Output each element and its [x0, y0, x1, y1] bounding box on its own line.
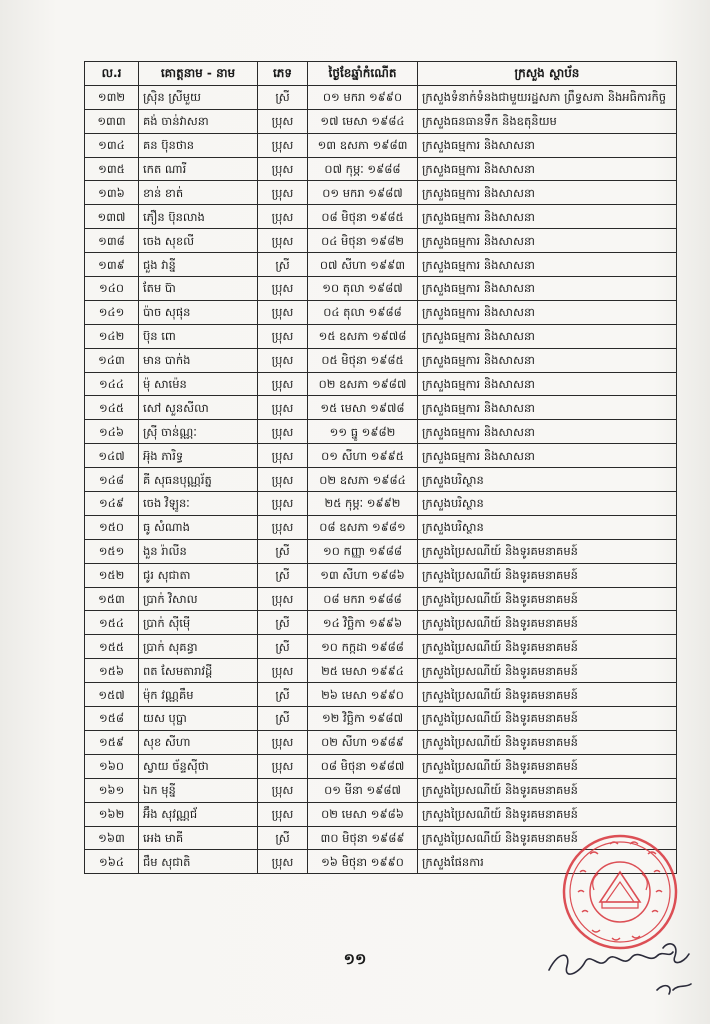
cell-dob: ០១ សីហា ១៩៩៥	[308, 444, 418, 468]
cell-ministry: ក្រសួងធម្មការ និងសាសនា	[418, 444, 677, 468]
cell-ministry: ក្រសួងធម្មការ និងសាសនា	[418, 420, 677, 444]
cell-no: ១៣៦	[85, 181, 139, 205]
cell-name: ជូរ សុជាតា	[139, 563, 258, 587]
cell-no: ១៥១	[85, 539, 139, 563]
cell-name: យស បុប្ផា	[139, 707, 258, 731]
cell-ministry: ក្រសួងធម្មការ និងសាសនា	[418, 300, 677, 324]
cell-no: ១៦២	[85, 802, 139, 826]
table-row	[85, 659, 677, 683]
cell-name: មាន បាក់ង	[139, 348, 258, 372]
cell-dob: ០១ មករា ១៩៨៧	[308, 181, 418, 205]
cell-no: ១៤០	[85, 277, 139, 301]
table-row	[85, 253, 677, 277]
cell-ministry: ក្រសួងប្រៃសណីយ៍ និងទូរគមនាគមន៍	[418, 826, 677, 850]
cell-no: ១៣៨	[85, 229, 139, 253]
cell-no: ១៥៩	[85, 730, 139, 754]
cell-ministry: ក្រសួងធម្មការ និងសាសនា	[418, 229, 677, 253]
table-row	[85, 754, 677, 778]
cell-sex: ប្រុស	[258, 492, 308, 516]
cell-name: ជឹម សុជាតិ	[139, 850, 258, 874]
cell-ministry: ក្រសួងប្រៃសណីយ៍ និងទូរគមនាគមន៍	[418, 611, 677, 635]
cell-dob: ០៨ ឧសភា ១៩៨១	[308, 515, 418, 539]
table-row	[85, 109, 677, 133]
table-row	[85, 587, 677, 611]
header-no: ល.រ	[85, 62, 139, 86]
cell-no: ១៥២	[85, 563, 139, 587]
cell-ministry: ក្រសួងប្រៃសណីយ៍ និងទូរគមនាគមន៍	[418, 707, 677, 731]
table-row	[85, 348, 677, 372]
cell-sex: ប្រុស	[258, 850, 308, 874]
cell-dob: ០៤ មិថុនា ១៩៨២	[308, 229, 418, 253]
cell-dob: ០៨ មិថុនា ១៩៨៥	[308, 205, 418, 229]
cell-sex: ប្រុស	[258, 396, 308, 420]
cell-name: គន ប៊ុនថាន	[139, 133, 258, 157]
cell-name: ស្វាយ ច័ន្ទស៊ីថា	[139, 754, 258, 778]
cell-dob: ១៥ មេសា ១៩៧៨	[308, 396, 418, 420]
cell-name: ប្រាក់ វិសាល	[139, 587, 258, 611]
cell-dob: ០៥ មិថុនា ១៩៨៥	[308, 348, 418, 372]
cell-ministry: ក្រសួងផែនការ	[418, 850, 677, 874]
cell-sex: ស្រី	[258, 635, 308, 659]
cell-no: ១៤៩	[85, 492, 139, 516]
cell-ministry: ក្រសួងប្រៃសណីយ៍ និងទូរគមនាគមន៍	[418, 730, 677, 754]
cell-sex: ប្រុស	[258, 659, 308, 683]
cell-sex: ស្រី	[258, 85, 308, 109]
cell-name: ចេង វិឡូនៈ	[139, 492, 258, 516]
cell-sex: ប្រុស	[258, 348, 308, 372]
cell-name: តែម ប៊ា	[139, 277, 258, 301]
cell-no: ១៣៩	[85, 253, 139, 277]
cell-name: អ៊ុង ភារិទ្ធ	[139, 444, 258, 468]
cell-no: ១៥៥	[85, 635, 139, 659]
cell-dob: ០១ មករា ១៩៩០	[308, 85, 418, 109]
cell-dob: ១៣ សីហា ១៩៨៦	[308, 563, 418, 587]
cell-sex: ប្រុស	[258, 587, 308, 611]
cell-dob: ០២ ឧសភា ១៩៨៤	[308, 468, 418, 492]
cell-no: ១៦១	[85, 778, 139, 802]
cell-name: ម៉ុ សាម៉េន	[139, 372, 258, 396]
cell-name: ងួន រ៉ាលីន	[139, 539, 258, 563]
cell-name: អេង មាគី	[139, 826, 258, 850]
table-row	[85, 611, 677, 635]
cell-name: ប្រាក់ ស៊ីម៉ើ	[139, 611, 258, 635]
cell-sex: ប្រុស	[258, 300, 308, 324]
cell-dob: ១៧ មេសា ១៩៨៤	[308, 109, 418, 133]
cell-sex: ប្រុស	[258, 372, 308, 396]
cell-name: ឯក មុន្នី	[139, 778, 258, 802]
cell-name: ខាន់ ខាត់	[139, 181, 258, 205]
cell-name: ប៊ុន ពោ	[139, 324, 258, 348]
table-row	[85, 300, 677, 324]
table-row	[85, 85, 677, 109]
cell-ministry: ក្រសួងធម្មការ និងសាសនា	[418, 205, 677, 229]
cell-name: ភឿន ប៊ុនលាង	[139, 205, 258, 229]
cell-dob: ០៤ តុលា ១៩៨៨	[308, 300, 418, 324]
cell-sex: ប្រុស	[258, 181, 308, 205]
cell-sex: ស្រី	[258, 539, 308, 563]
cell-dob: ១៤ វិច្ឆិកា ១៩៩៦	[308, 611, 418, 635]
table-row	[85, 635, 677, 659]
table-row	[85, 133, 677, 157]
cell-name: ស្រ៊ិន ស្រីមួយ	[139, 85, 258, 109]
table-row	[85, 205, 677, 229]
cell-no: ១៤២	[85, 324, 139, 348]
cell-no: ១៥៤	[85, 611, 139, 635]
table-row	[85, 492, 677, 516]
header-name: គោត្តនាម - នាម	[139, 62, 258, 86]
cell-ministry: ក្រសួងប្រៃសណីយ៍ និងទូរគមនាគមន៍	[418, 754, 677, 778]
table-row	[85, 730, 677, 754]
header-dob: ថ្ងៃខែឆ្នាំកំណើត	[308, 62, 418, 86]
cell-ministry: ក្រសួងប្រៃសណីយ៍ និងទូរគមនាគមន៍	[418, 563, 677, 587]
handwritten-signature	[545, 930, 705, 1010]
table-row	[85, 420, 677, 444]
cell-no: ១៤៤	[85, 372, 139, 396]
cell-sex: ប្រុស	[258, 802, 308, 826]
table-row	[85, 229, 677, 253]
cell-sex: ប្រុស	[258, 420, 308, 444]
cell-ministry: ក្រសួងបរិស្ថាន	[418, 492, 677, 516]
cell-name: ធូ សំណាង	[139, 515, 258, 539]
cell-name: ប្រាក់ សុគន្ធា	[139, 635, 258, 659]
cell-sex: ស្រី	[258, 826, 308, 850]
cell-no: ១៣៥	[85, 157, 139, 181]
cell-dob: ១៥ ឧសភា ១៩៧៨	[308, 324, 418, 348]
cell-name: កេត ណារី	[139, 157, 258, 181]
cell-ministry: ក្រសួងទំនាក់ទំនងជាមួយរដ្ឋសភា ព្រឹទ្ធសភា និងអធិការកិច្ច	[418, 85, 677, 109]
cell-no: ១៤៧	[85, 444, 139, 468]
cell-dob: ០២ ឧសភា ១៩៨៧	[308, 372, 418, 396]
cell-ministry: ក្រសួងប្រៃសណីយ៍ និងទូរគមនាគមន៍	[418, 659, 677, 683]
cell-ministry: ក្រសួងប្រៃសណីយ៍ និងទូរគមនាគមន៍	[418, 635, 677, 659]
cell-ministry: ក្រសួងធម្មការ និងសាសនា	[418, 396, 677, 420]
cell-no: ១៤១	[85, 300, 139, 324]
cell-sex: ស្រី	[258, 253, 308, 277]
cell-name: ស្រ៊ី ចាន់ណ្ណៈ	[139, 420, 258, 444]
cell-sex: ប្រុស	[258, 324, 308, 348]
cell-no: ១៥០	[85, 515, 139, 539]
cell-sex: ប្រុស	[258, 730, 308, 754]
table-row	[85, 707, 677, 731]
cell-dob: ២៥ កុម្ភៈ ១៩៩២	[308, 492, 418, 516]
cell-ministry: ក្រសួងធម្មការ និងសាសនា	[418, 277, 677, 301]
cell-ministry: ក្រសួងធម្មការ និងសាសនា	[418, 324, 677, 348]
cell-no: ១៣៤	[85, 133, 139, 157]
table-row	[85, 539, 677, 563]
cell-sex: ប្រុស	[258, 468, 308, 492]
cell-no: ១៤៥	[85, 396, 139, 420]
cell-ministry: ក្រសួងបរិស្ថាន	[418, 468, 677, 492]
cell-ministry: ក្រសួងធម្មការ និងសាសនា	[418, 372, 677, 396]
cell-sex: ស្រី	[258, 707, 308, 731]
cell-name: ចេង សុខលី	[139, 229, 258, 253]
table-row	[85, 181, 677, 205]
cell-sex: ប្រុស	[258, 277, 308, 301]
cell-dob: ៣០ មិថុនា ១៩៨៩	[308, 826, 418, 850]
cell-dob: ០៧ កុម្ភៈ ១៩៨៨	[308, 157, 418, 181]
cell-sex: ប្រុស	[258, 515, 308, 539]
cell-dob: ០២ សីហា ១៩៨៩	[308, 730, 418, 754]
table-header-row	[85, 62, 677, 86]
roster-table	[84, 61, 677, 874]
cell-name: ជួង វាន្នី	[139, 253, 258, 277]
cell-dob: ១២ វិច្ឆិកា ១៩៨៧	[308, 707, 418, 731]
table-row	[85, 157, 677, 181]
cell-name: ពត សែមតារាវដ្ដី	[139, 659, 258, 683]
cell-ministry: ក្រសួងបរិស្ថាន	[418, 515, 677, 539]
table-row	[85, 396, 677, 420]
page-number: ១១	[343, 950, 367, 968]
cell-sex: ប្រុស	[258, 754, 308, 778]
cell-no: ១៥៦	[85, 659, 139, 683]
cell-name: អ៊ឹង សុវណ្ណជ័	[139, 802, 258, 826]
table-row	[85, 324, 677, 348]
cell-name: សុខ សីហា	[139, 730, 258, 754]
cell-sex: ប្រុស	[258, 778, 308, 802]
cell-no: ១៤៨	[85, 468, 139, 492]
cell-no: ១៦០	[85, 754, 139, 778]
cell-no: ១៣៣	[85, 109, 139, 133]
cell-no: ១៥៧	[85, 683, 139, 707]
table-row	[85, 683, 677, 707]
table-row	[85, 468, 677, 492]
cell-no: ១៥៨	[85, 707, 139, 731]
cell-name: គង់ ចាន់វាសនា	[139, 109, 258, 133]
cell-sex: ស្រី	[258, 683, 308, 707]
table-row	[85, 515, 677, 539]
cell-dob: ១១ ធ្នូ ១៩៨២	[308, 420, 418, 444]
cell-ministry: ក្រសួងធម្មការ និងសាសនា	[418, 157, 677, 181]
cell-no: ១៣៧	[85, 205, 139, 229]
cell-ministry: ក្រសួងធម្មការ និងសាសនា	[418, 253, 677, 277]
cell-no: ១៤៦	[85, 420, 139, 444]
cell-name: ប៉ាច សុផុន	[139, 300, 258, 324]
cell-no: ១៦៣	[85, 826, 139, 850]
cell-ministry: ក្រសួងធម្មការ និងសាសនា	[418, 133, 677, 157]
table-row	[85, 444, 677, 468]
cell-dob: ១០ កញ្ញា ១៩៨៨	[308, 539, 418, 563]
cell-dob: ១៦ មិថុនា ១៩៩០	[308, 850, 418, 874]
cell-ministry: ក្រសួងប្រៃសណីយ៍ និងទូរគមនាគមន៍	[418, 587, 677, 611]
cell-sex: ប្រុស	[258, 444, 308, 468]
cell-dob: ២៥ មេសា ១៩៩៤	[308, 659, 418, 683]
cell-sex: ប្រុស	[258, 205, 308, 229]
cell-dob: ០៨ មករា ១៩៨៨	[308, 587, 418, 611]
cell-dob: ១០ តុលា ១៩៨៧	[308, 277, 418, 301]
cell-sex: ប្រុស	[258, 109, 308, 133]
cell-name: គី សុធនបុណ្ណរ័ត្ន	[139, 468, 258, 492]
cell-no: ១៤៣	[85, 348, 139, 372]
cell-ministry: ក្រសួងប្រៃសណីយ៍ និងទូរគមនាគមន៍	[418, 802, 677, 826]
cell-ministry: ក្រសួងធម្មការ និងសាសនា	[418, 348, 677, 372]
cell-name: សៅ សួនសីលា	[139, 396, 258, 420]
table-row	[85, 802, 677, 826]
cell-dob: ០៨ មិថុនា ១៩៨៧	[308, 754, 418, 778]
table-body	[85, 85, 677, 873]
header-sex: ភេទ	[258, 62, 308, 86]
cell-dob: ១៣ ឧសភា ១៩៨៣	[308, 133, 418, 157]
table-row	[85, 778, 677, 802]
cell-dob: ០៧ សីហា ១៩៩៣	[308, 253, 418, 277]
cell-ministry: ក្រសួងប្រៃសណីយ៍ និងទូរគមនាគមន៍	[418, 683, 677, 707]
cell-sex: ស្រី	[258, 563, 308, 587]
cell-ministry: ក្រសួងធនធានទឹក និងឧតុនិយម	[418, 109, 677, 133]
table-row	[85, 277, 677, 301]
header-ministry: ក្រសួង ស្ថាប័ន	[418, 62, 677, 86]
table-row	[85, 563, 677, 587]
cell-dob: ០២ មេសា ១៩៨៦	[308, 802, 418, 826]
cell-no: ១៦៤	[85, 850, 139, 874]
cell-sex: ស្រី	[258, 611, 308, 635]
cell-no: ១៥៣	[85, 587, 139, 611]
cell-ministry: ក្រសួងប្រៃសណីយ៍ និងទូរគមនាគមន៍	[418, 778, 677, 802]
cell-sex: ប្រុស	[258, 157, 308, 181]
cell-ministry: ក្រសួងប្រៃសណីយ៍ និងទូរគមនាគមន៍	[418, 539, 677, 563]
table-row	[85, 372, 677, 396]
cell-ministry: ក្រសួងធម្មការ និងសាសនា	[418, 181, 677, 205]
cell-dob: ១០ កក្កដា ១៩៨៨	[308, 635, 418, 659]
cell-dob: ២៦ មេសា ១៩៩០	[308, 683, 418, 707]
cell-sex: ប្រុស	[258, 229, 308, 253]
cell-name: ម៉ុក វណ្ណគឹម	[139, 683, 258, 707]
cell-dob: ០១ មីនា ១៩៨៧	[308, 778, 418, 802]
cell-sex: ប្រុស	[258, 133, 308, 157]
cell-no: ១៣២	[85, 85, 139, 109]
